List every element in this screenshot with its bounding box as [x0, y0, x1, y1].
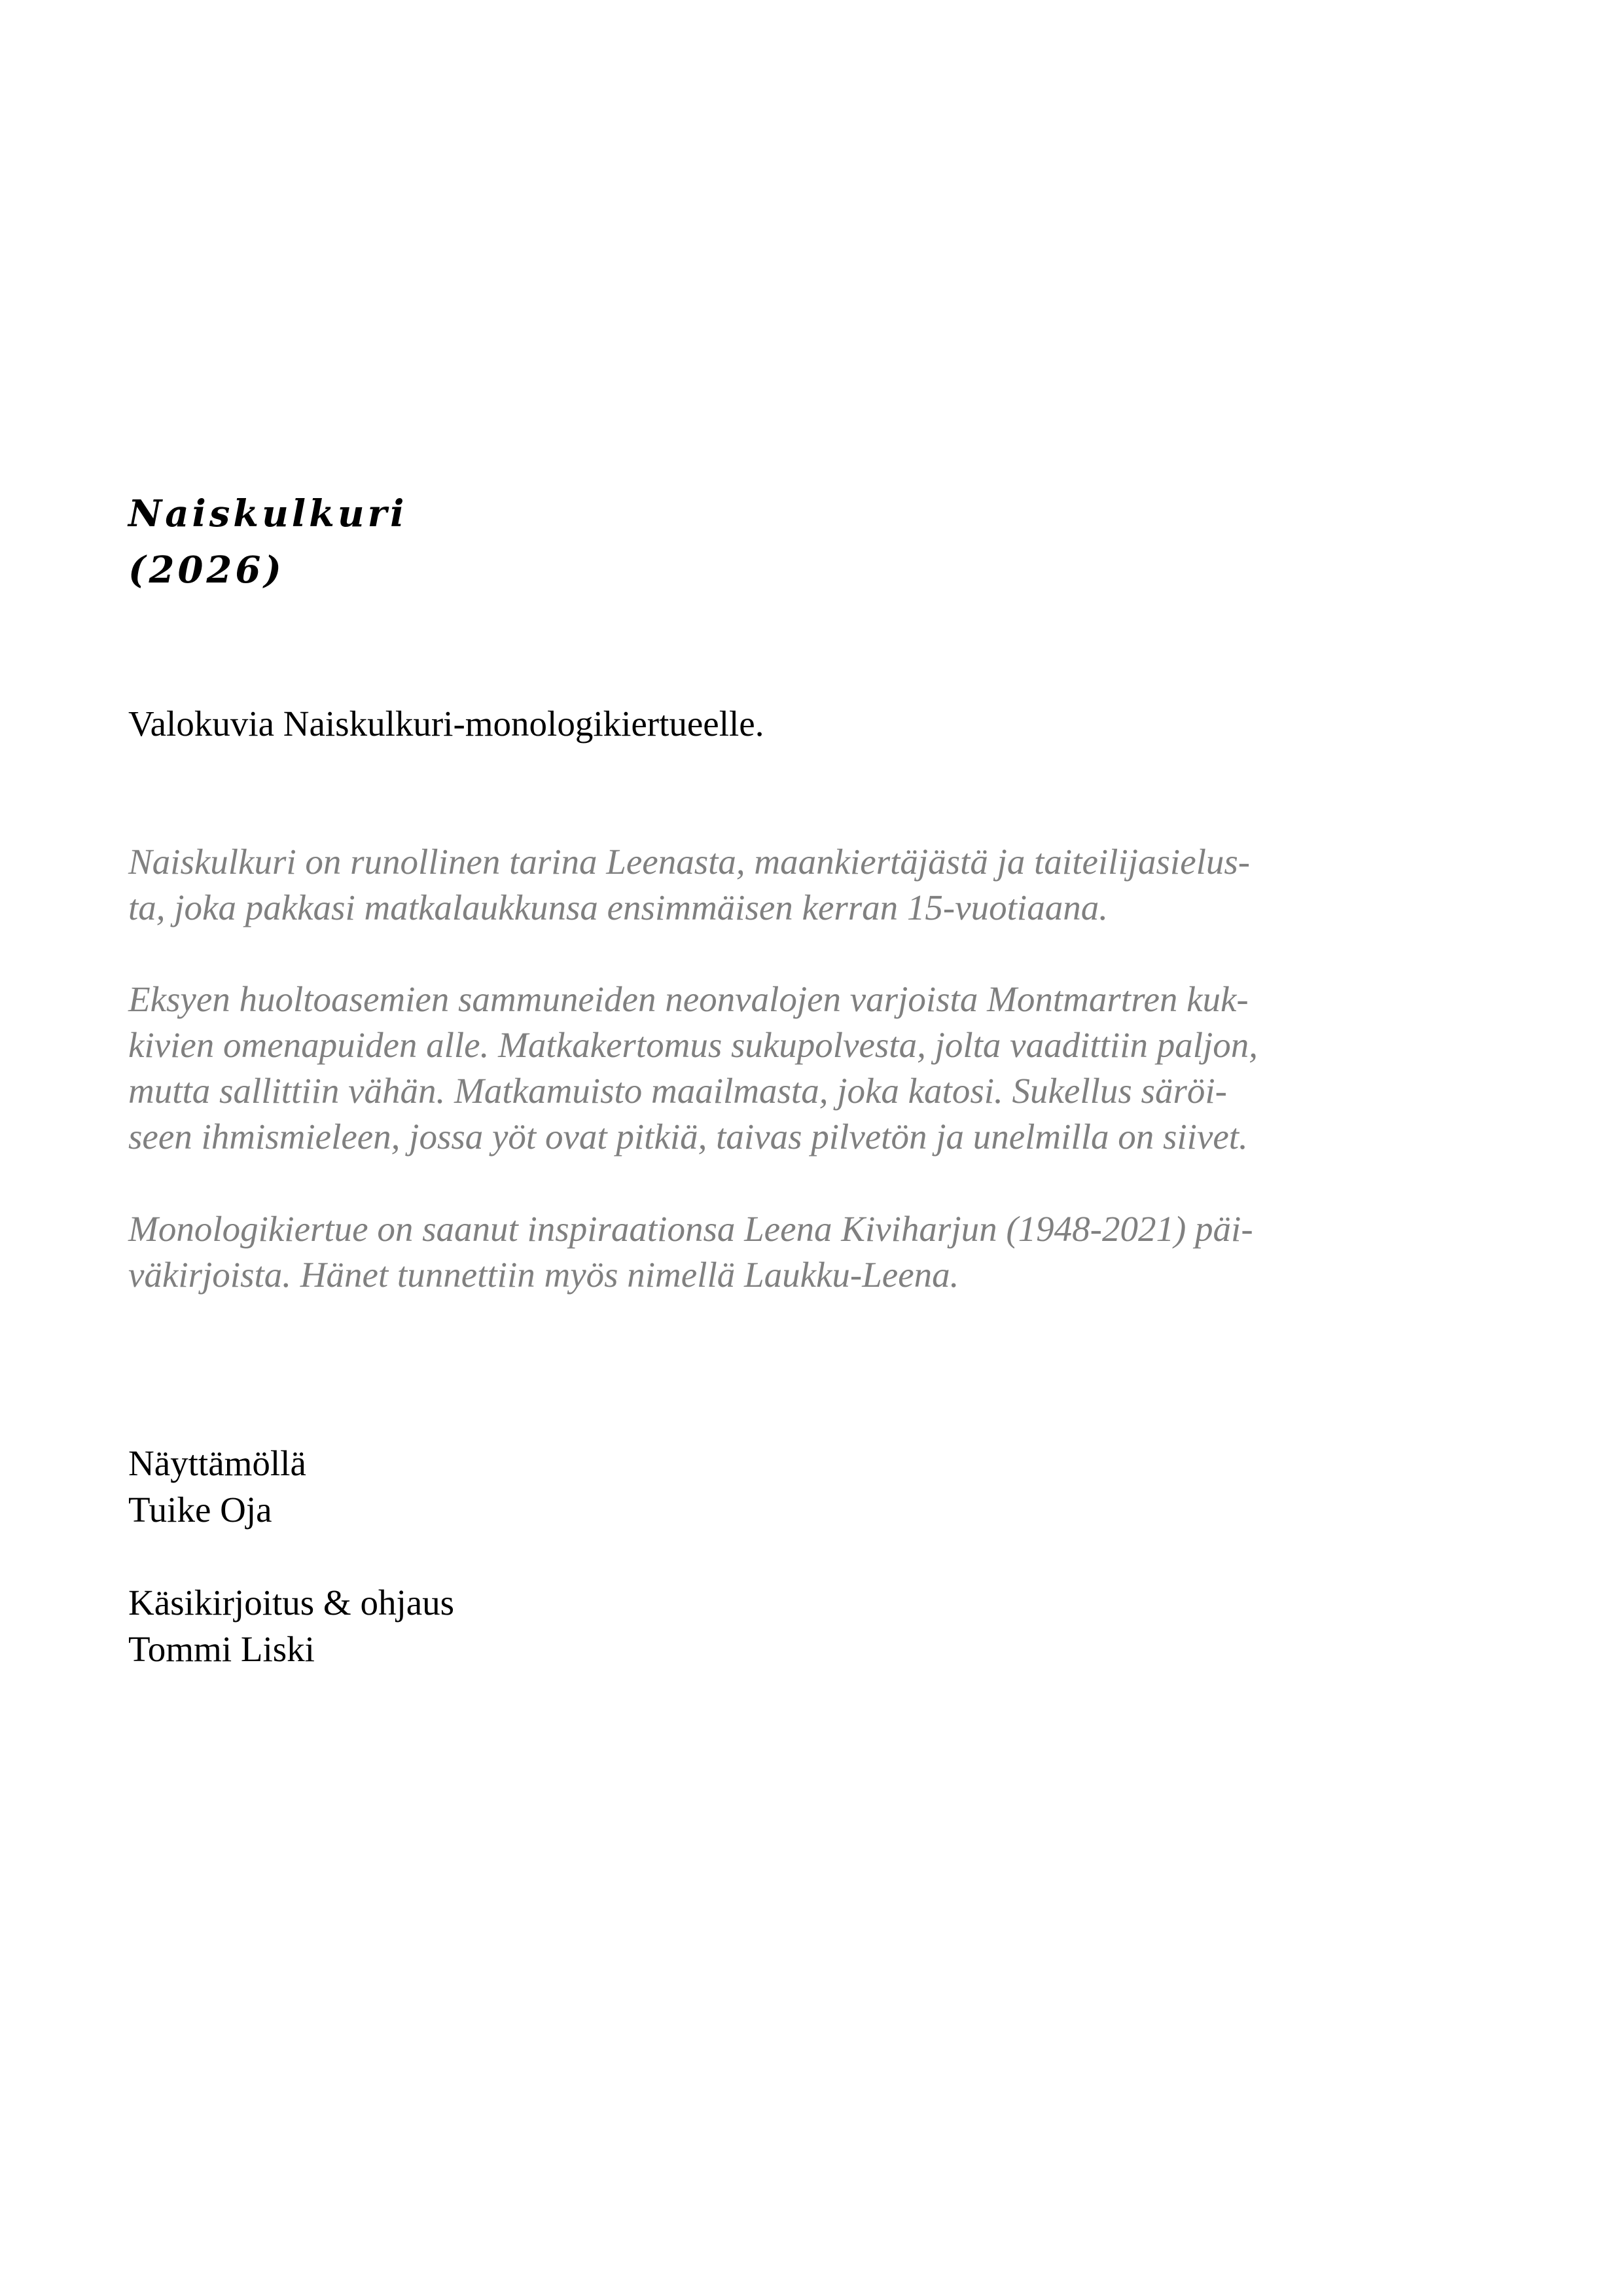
description-line: Naiskulkuri on runollinen tarina Leenasta, maankiertäjästä ja taiteilijasielus- [128, 842, 1251, 882]
lead-text: Valokuvia Naiskulkuri-monologikiertueelle. [128, 704, 764, 744]
description-line: Monologikiertue on saanut inspiraationsa Leena Kiviharjun (1948-2021) päi- [128, 1209, 1253, 1249]
description-paragraph [128, 977, 1496, 1160]
title-line: Naiskulkuri [128, 492, 408, 535]
description-line: Eksyen huoltoasemien sammuneiden neonvalojen varjoista Montmartren kuk- [128, 979, 1249, 1019]
credit-name: Tuike Oja [128, 1490, 272, 1530]
description-paragraph [128, 839, 1496, 931]
description-line: seen ihmismieleen, jossa yöt ovat pitkiä, taivas pilvetön ja unelmilla on siivet. [128, 1117, 1248, 1157]
description-paragraph [128, 1206, 1496, 1298]
title-year: (2026) [128, 548, 285, 592]
description-line: väkirjoista. Hänet tunnettiin myös nimellä Laukku-Leena. [128, 1255, 959, 1295]
credit-role: Näyttämöllä [128, 1443, 306, 1483]
credit-block [128, 1579, 454, 1672]
credit-block [128, 1440, 306, 1533]
document-title [128, 486, 407, 598]
credit-role: Käsikirjoitus & ohjaus [128, 1583, 455, 1623]
description-line: ta, joka pakkasi matkalaukkunsa ensimmäisen kerran 15-vuotiaana. [128, 888, 1108, 927]
description-line: mutta sallittiin vähän. Matkamuisto maailmasta, joka katosi. Sukellus säröi- [128, 1071, 1227, 1111]
description-line: kivien omenapuiden alle. Matkakertomus sukupolvesta, jolta vaadittiin paljon, [128, 1025, 1258, 1065]
credit-name: Tommi Liski [128, 1629, 315, 1669]
